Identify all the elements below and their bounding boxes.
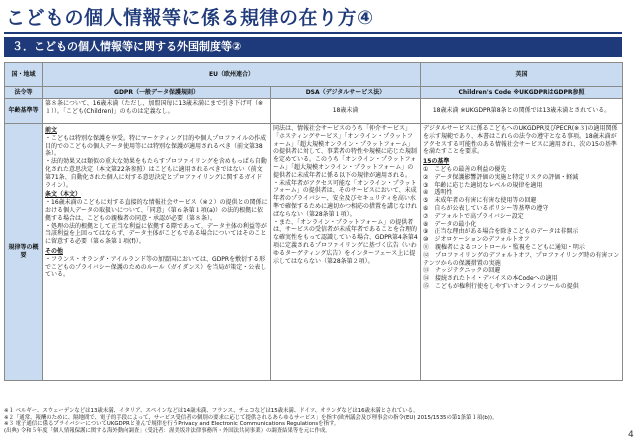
dsa-paragraph: 同法は、情報社会サービスのうち「仲介サービス」「ホスティングサービス」「オンライン・プラットフォーム」「超大規模オンライン・プラットフォーム」の提供者に対して、事業者の特性や規模に応じた規制を定めている。このうち「オンライン・プラットフォーム」「超大規模オンライン・プラットフォーム」の提供者に未成年者に係る以下の規律が適用される。: [273, 125, 417, 179]
cc-list-heading: 15の基準: [423, 158, 450, 166]
cc-list-item: ⑩ ジオロケーションのデフォルトオフ: [423, 236, 530, 244]
header-eu: EU（欧州連合）: [43, 63, 421, 87]
age-gdpr: 第８条について、16歳未満（ただし、加盟国毎に13歳未満にまで引き下げ可（※１））。「こども(Children)」のものは定義なし。: [43, 99, 271, 124]
cc-list-item: ⑦ デフォルトで高プライバシー設定: [423, 212, 524, 220]
gdpr-body-item: ・処理の法的根拠として正当な利益に依拠する際であって、データ主体の利益等が当該利益を上回ってはならず、データ主体がこどもである場合についてはそのことに留意する必要（第６条第１項(f)）。: [45, 222, 267, 246]
age-dsa: 18歳未満: [271, 99, 421, 124]
footnotes: [4, 408, 604, 435]
section-header: ３．こどもの個人情報等に関する外国制度等②: [4, 37, 622, 57]
cc-list-item: ④ 透明性: [423, 189, 453, 197]
gdpr-other-item: ・フランス・オランダ・アイルランド等の加盟国においては、GDPRを敷衍する形でこどものプライバシー保護のためのルール（ガイダンス）を当局が策定・公表している。: [45, 255, 267, 279]
header-region: 国・地域: [5, 63, 43, 87]
rules-childrens-code: [421, 124, 623, 381]
cc-list-item: ⑭ 接続されたトイ・デバイスの本Codeへの適用: [423, 275, 558, 283]
row-label-age: 年齢基準等: [5, 99, 43, 124]
cc-intro: デジタルサービスに係るこどもへのUKGDPR及びPECR(※３)の適用関係を示す規範であり、本書はこれらの法令の遵守となる事項。18歳未満がアクセスする可能性のある情報社会サービスに適用され、次の15の基準を満たすことを要求。: [423, 125, 618, 156]
cc-list-item: ⑨ 正当な理由がある場合を除きこどものデータは非開示: [423, 228, 579, 236]
rules-gdpr: [43, 124, 271, 381]
dsa-paragraph: ・未成年者がアクセス可能な「オンライン・プラットフォーム」の提供者は、そのサービスにおいて、未成年者のプライバシー、安全及びセキュリティを高い水準で確保するために適切かつ相応の措置を講じなければならない（第28条第１項）。: [273, 179, 418, 218]
law-childrens-code: Children's Code ※UKGDPRはGDPR参照: [421, 87, 623, 99]
page-title: こどもの個人情報等に係る規律の在り方④: [6, 7, 374, 29]
cc-list-item: ⑮ こどもが権利行使をしやすいオンラインツールの提供: [423, 282, 579, 290]
footnote: ※３ 電子通信に係るプライバシーについてUKGDPRと並んで規律を行うPrivacy and Electronic Communications Regulationsを指す。: [4, 421, 340, 428]
law-gdpr: GDPR（一般データ保護規則）: [43, 87, 271, 99]
footnote: ※１ ベルギー、スウェーデンなどは13歳未満、イタリア、スペインなどは14歳未満、フランス、チェコなどは15歳未満、ドイツ、オランダなどは16歳未満とされている。: [4, 408, 419, 414]
cc-list-item: ⑫ プロファイリングのデフォルトオフ、プロファイリング時の有害コンテンツからの保護措置の実施: [423, 251, 620, 267]
cc-list-item: ⑤ 未成年者の有害に有害な使用等の回避: [423, 197, 537, 205]
gdpr-body-item: ・16歳未満のこどもに対する直接的な情報社会サービス（※２）の提供との関係における個人データの取扱いについて、「同意」（第６条第１項(a)）の法的根拠に依拠する場合は、こどもの親権者の同意・承認が必要（第８条）。: [45, 199, 268, 222]
dsa-paragraph: ・また、「オンライン・プラットフォーム」の提供者は、サービスの受信者が未成年者であることを合理的な確実性をもって認識している場合、GDPR第4条第4項に定義されるプロファイリングに基づく広告（いわゆるターゲティング広告）をインターフェース上に提示してはならない（第28条第２項）。: [273, 218, 418, 265]
cc-list-item: ⑬ ナッジテクニックの回避: [423, 267, 501, 275]
header-uk: 英国: [421, 63, 623, 87]
page-number: 4: [628, 430, 634, 440]
gdpr-preamble-item: ・法的効果又は類似の重大な効果をもたらすプロファイリングを含めもっぱら自動化された意思決定（本文第22条参照）はこどもに適用されるべきではない（前文第71条、自動化された個人に対する意思決定とプロファイリングに関するガイドライン）。: [45, 158, 267, 189]
cc-list-item: ① こどもの最善の利益の優先: [423, 165, 507, 173]
comparison-table: [4, 62, 623, 381]
gdpr-body-heading: 条文（本文）: [45, 191, 82, 199]
cc-list-item: ③ 年齢に応じた適切なレベルの規律を適用: [423, 181, 543, 189]
row-label-rules: 規律等の概要: [5, 124, 43, 381]
cc-list-item: ⑪ 親権者によるコントロール・監視をこどもに通知・明示: [423, 243, 585, 251]
cc-list-item: ② データ保護影響評価の実施と特定リスクの評価・軽減: [423, 173, 579, 181]
gdpr-other-heading: その他: [45, 247, 64, 255]
row-label-law: 法令等: [5, 87, 43, 99]
age-childrens-code: 18歳未満 ※UKGDPR第8条との関係では13歳未満とされている。: [421, 99, 623, 124]
title-underline: [4, 32, 622, 34]
source-note: (出典) 令和５年度「個人情報保護に関する海外動向調査」（受託者：渥美坂井法律事務所・外国法共同事業）の調査結果等を元に作成。: [4, 428, 331, 435]
rules-dsa: [271, 124, 421, 381]
cc-list-item: ⑧ データの最小化: [423, 220, 477, 228]
footnote: ※２「通常、報酬のために、隔地間で、電子的手段によって、サービス受信者の個別の要求に応じて提供されるあらゆるサービス」を指す(欧州議会及び理事会の指令(EU) 2015/1535の第1条第１項(b))。: [4, 414, 498, 421]
gdpr-preamble-item: ・こどもは特別な保護を享受。特にマーケティング目的や個人プロファイルの作成目的でのこどもの個人データ使用等には特別な保護が適用されるべき（前文第38条）。: [45, 134, 267, 158]
gdpr-preamble-heading: 前文: [45, 127, 58, 134]
cc-list-item: ⑥ 自らが公表しているポリシー等基準の遵守: [423, 204, 549, 212]
law-dsa: DSA（デジタルサービス法）: [271, 87, 421, 99]
